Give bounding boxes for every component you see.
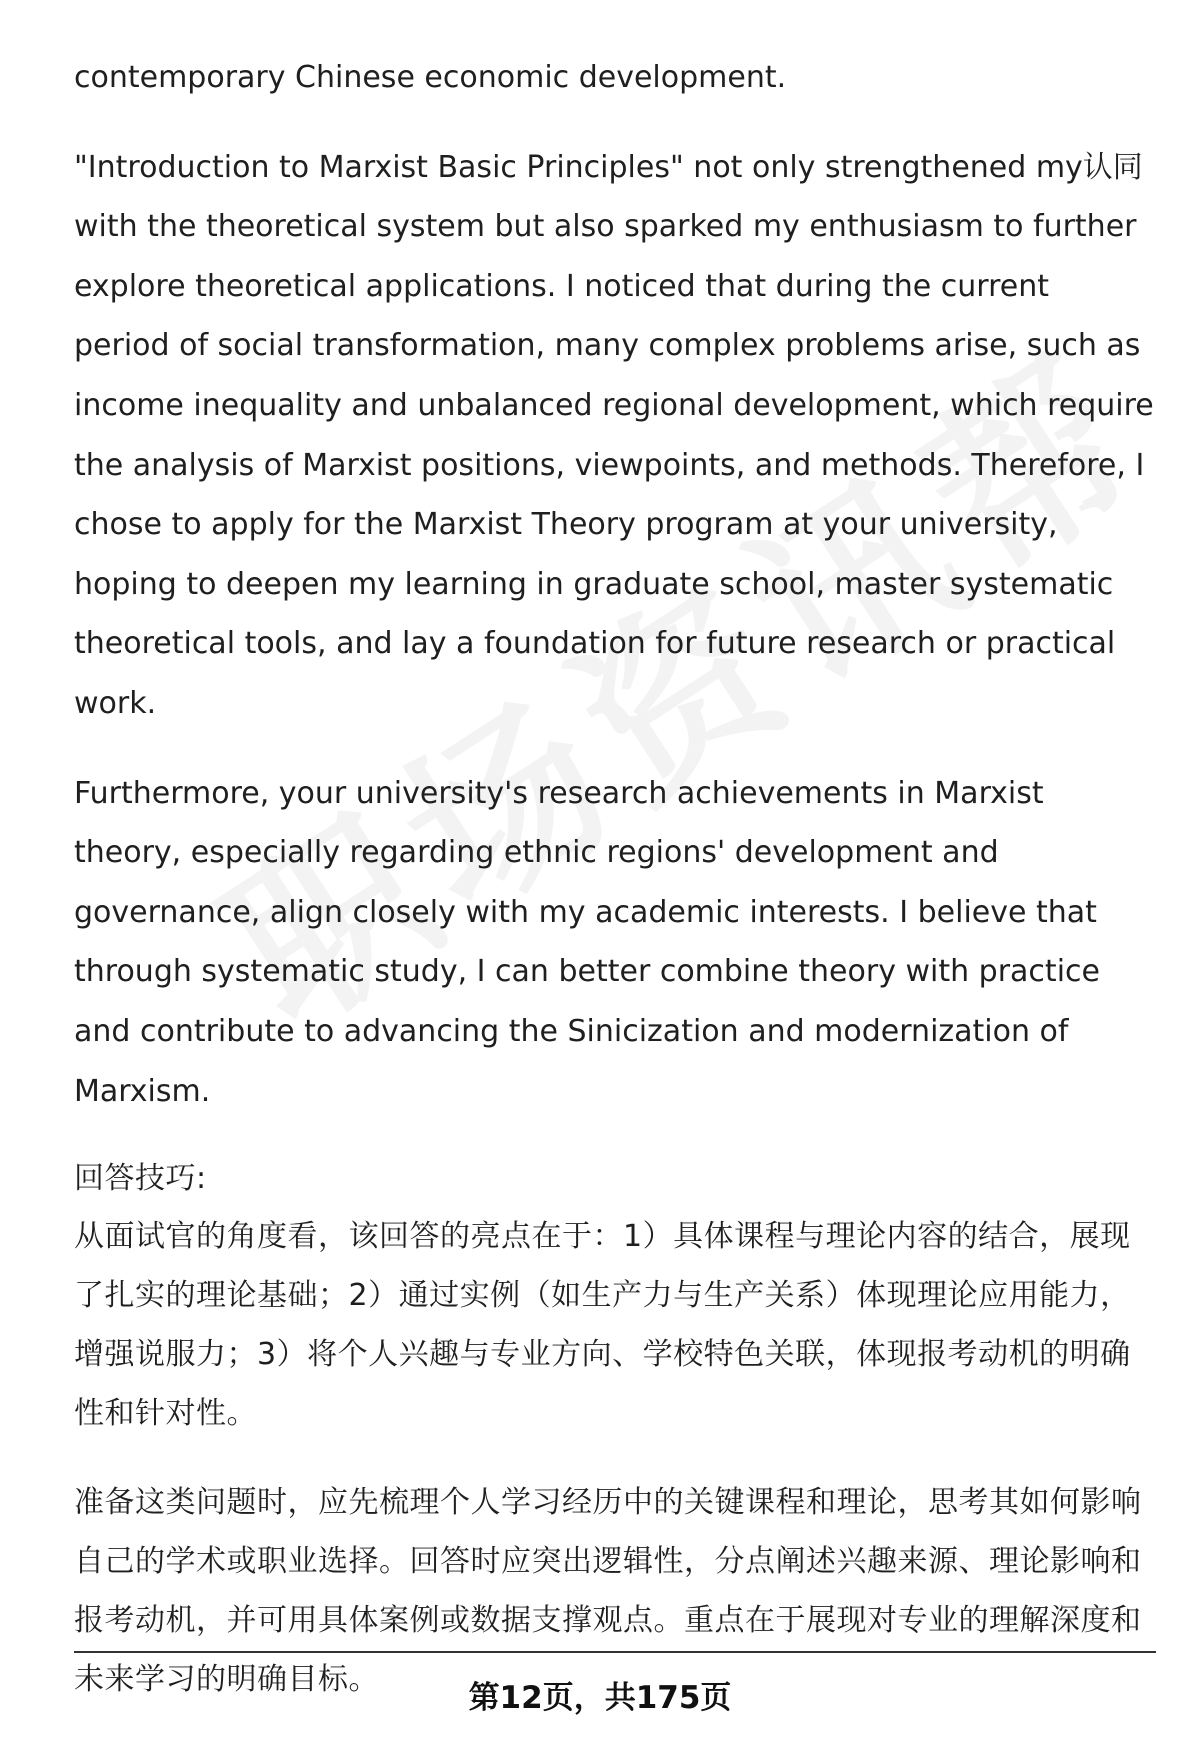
- answer-tips-label: 回答技巧:: [74, 1161, 207, 1197]
- page-number: 第12页，共175页: [468, 1680, 732, 1716]
- answer-tips-paragraph-2: 准备这类问题时，应先梳理个人学习经历中的关键课程和理论，思考其如何影响自己的学术或职业选择。回答时应突出逻辑性，分点阐述兴趣来源、理论影响和报考动机，并可用具体案例或数据支撑观点。重点在于展现对专业的理解深度和未来学习的明确目标。: [74, 1485, 1142, 1698]
- paragraph-2: "Introduction to Marxist Basic Principles" not only strengthened my认同 with the theoretical system but also sparked my enthusiasm to further explore theoretical applications. I noticed that during the current period of social transformation, many complex problems arise, such as income inequality and unbalanced regional development, which require the analysis of Marxist positions, viewpoints, and methods. Therefore, I chose to apply for the Marxist Theory program at your university, hoping to deepen my learning in graduate school, master systematic theoretical tools, and lay a foundation for future research or practical work.: [74, 149, 1154, 721]
- answer-tips-paragraph-1: 从面试官的角度看，该回答的亮点在于：1）具体课程与理论内容的结合，展现了扎实的理论基础；2）通过实例（如生产力与生产关系）体现理论应用能力，增强说服力；3）将个人兴趣与专业方向、学校特色关联，体现报考动机的明确性和针对性。: [74, 1219, 1131, 1432]
- answer-tips-section: [74, 1151, 1154, 1709]
- paragraph-1: contemporary Chinese economic development.: [74, 60, 787, 95]
- footer-divider: [74, 1651, 1156, 1653]
- paragraph-3: Furthermore, your university's research achievements in Marxist theory, especially regarding ethnic regions' development and governance, align closely with my academic interests. I believe that through systematic study, I can better combine theory with practice and contribute to advancing the Sinicization and modernization of Marxism.: [74, 775, 1100, 1109]
